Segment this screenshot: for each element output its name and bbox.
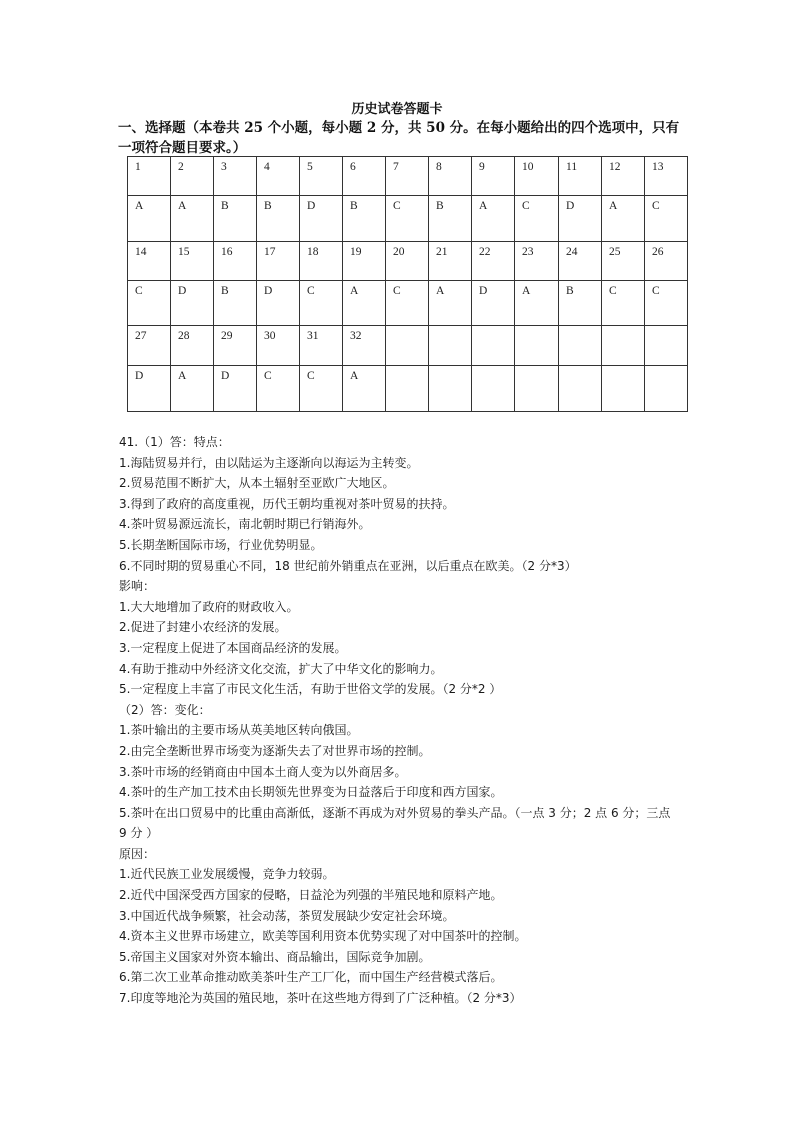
answer-cell: A: [171, 365, 214, 412]
answer-row: [128, 196, 688, 241]
answer-cell: A: [515, 280, 559, 325]
question-number-cell: [645, 326, 688, 365]
feature-item: 4.茶叶贸易源远流长，南北朝时期已行销海外。: [119, 517, 371, 532]
feature-item: 6.不同时期的贸易重心不同，18 世纪前外销重点在亚洲，以后重点在欧美。（2 分*3）: [119, 558, 577, 573]
answer-cell: [645, 365, 688, 412]
answer-cell: B: [214, 280, 257, 325]
page-title: 历史试卷答题卡: [351, 102, 443, 117]
answer-cell: D: [257, 280, 300, 325]
question-number-cell: 1: [128, 157, 171, 196]
answer-cell: [559, 365, 602, 412]
change-item: 2.由完全垄断世界市场变为逐渐失去了对世界市场的控制。: [119, 743, 431, 758]
question-number-cell: 13: [645, 157, 688, 196]
impact-item: 3.一定程度上促进了本国商品经济的发展。: [119, 640, 347, 655]
question-number-cell: 23: [515, 241, 559, 280]
reason-item: 2.近代中国深受西方国家的侵略，日益沦为列强的半殖民地和原料产地。: [119, 888, 503, 903]
question-number-cell: 18: [300, 241, 343, 280]
question-number-cell: 17: [257, 241, 300, 280]
reason-item: 6.第二次工业革命推动欧美茶叶生产工厂化，而中国生产经营模式落后。: [119, 970, 503, 985]
answer-cell: [602, 365, 645, 412]
reason-item: 5.帝国主义国家对外资本输出、商品输出，国际竞争加剧。: [119, 949, 431, 964]
answer-cell: [472, 365, 515, 412]
question-number-cell: 9: [472, 157, 515, 196]
reason-item: 1.近代民族工业发展缓慢，竞争力较弱。: [119, 867, 335, 882]
answer-cell: C: [386, 196, 429, 241]
answer-cell: A: [343, 365, 386, 412]
question-number-cell: 28: [171, 326, 214, 365]
question-number-row: [128, 241, 688, 280]
feature-item: 3.得到了政府的高度重视，历代王朝均重视对茶叶贸易的扶持。: [119, 496, 455, 511]
answer-cell: D: [214, 365, 257, 412]
question-number-cell: 2: [171, 157, 214, 196]
answer-cell: A: [472, 196, 515, 241]
section-heading: 一、选择题（本卷共 25 个小题，每小题 2 分，共 50 分。在每小题给出的四个选项中，只有一项符合题目要求。）: [118, 120, 680, 156]
answer-cell: D: [472, 280, 515, 325]
question-number-row: [128, 326, 688, 365]
question-number-cell: 5: [300, 157, 343, 196]
answer-cell: B: [343, 196, 386, 241]
answer-cell: C: [257, 365, 300, 412]
answer-cell: D: [559, 196, 602, 241]
impact-item: 5.一定程度上丰富了市民文化生活，有助于世俗文学的发展。（2 分*2 ）: [119, 682, 502, 697]
question-number-cell: 6: [343, 157, 386, 196]
question-number-cell: 25: [602, 241, 645, 280]
reason-item: 7.印度等地沦为英国的殖民地，茶叶在这些地方得到了广泛种植。（2 分*3）: [119, 991, 522, 1006]
answer-cell: A: [343, 280, 386, 325]
question-number-cell: [386, 326, 429, 365]
answer-cell: D: [300, 196, 343, 241]
question-number-cell: [429, 326, 472, 365]
change-item: 5.茶叶在出口贸易中的比重由高渐低，逐渐不再成为对外贸易的拳头产品。（一点 3 分；2 点 6 分；三点 9 分 ）: [119, 805, 671, 841]
question-number-cell: 22: [472, 241, 515, 280]
answer-cell: A: [429, 280, 472, 325]
question-number-cell: 10: [515, 157, 559, 196]
question-number-cell: 30: [257, 326, 300, 365]
feature-item: 1.海陆贸易并行，由以陆运为主逐渐向以海运为主转变。: [119, 455, 419, 470]
question-number-cell: [559, 326, 602, 365]
answer-cell: C: [300, 365, 343, 412]
feature-item: 5.长期垄断国际市场，行业优势明显。: [119, 537, 323, 552]
answer-cell: C: [645, 280, 688, 325]
question-number-cell: 11: [559, 157, 602, 196]
question-number-cell: 8: [429, 157, 472, 196]
answer-cell: C: [515, 196, 559, 241]
answer-cell: A: [602, 196, 645, 241]
change-item: 3.茶叶市场的经销商由中国本土商人变为以外商居多。: [119, 764, 407, 779]
question-number-cell: 14: [128, 241, 171, 280]
question-number-cell: 3: [214, 157, 257, 196]
answer-cell: B: [257, 196, 300, 241]
question-number-cell: 31: [300, 326, 343, 365]
question-number-cell: [472, 326, 515, 365]
answer-row: [128, 365, 688, 412]
question-number-cell: 27: [128, 326, 171, 365]
answer-cell: B: [214, 196, 257, 241]
answer-cell: C: [602, 280, 645, 325]
reason-item: 3.中国近代战争频繁，社会动荡，茶贸发展缺少安定社会环境。: [119, 908, 455, 923]
answer-cell: B: [429, 196, 472, 241]
question-number-cell: 32: [343, 326, 386, 365]
part2-label: （2）答：变化：: [119, 702, 211, 717]
answer-cell: B: [559, 280, 602, 325]
answer-cell: [429, 365, 472, 412]
question-number-cell: 16: [214, 241, 257, 280]
change-item: 4.茶叶的生产加工技术由长期领先世界变为日益落后于印度和西方国家。: [119, 785, 503, 800]
question-number-cell: 21: [429, 241, 472, 280]
answer-cell: A: [171, 196, 214, 241]
answer-row: [128, 280, 688, 325]
question-number-cell: 19: [343, 241, 386, 280]
impact-item: 1.大大地增加了政府的财政收入。: [119, 599, 299, 614]
part1-label: 41.（1）答：特点：: [119, 435, 230, 449]
answer-cell: D: [128, 365, 171, 412]
question-number-cell: 26: [645, 241, 688, 280]
question-number-cell: 4: [257, 157, 300, 196]
question-number-cell: 29: [214, 326, 257, 365]
question-41-answer: [119, 432, 679, 1009]
question-number-cell: 7: [386, 157, 429, 196]
answer-cell: C: [645, 196, 688, 241]
answer-cell: C: [386, 280, 429, 325]
impact-label: 影响：: [119, 579, 156, 594]
impact-item: 2.促进了封建小农经济的发展。: [119, 620, 287, 635]
feature-item: 2.贸易范围不断扩大，从本土辐射至亚欧广大地区。: [119, 476, 395, 491]
answer-cell: C: [128, 280, 171, 325]
question-number-cell: 20: [386, 241, 429, 280]
answer-cell: A: [128, 196, 171, 241]
answer-cell: C: [300, 280, 343, 325]
answer-table: [127, 156, 688, 412]
question-number-cell: [602, 326, 645, 365]
answer-cell: [386, 365, 429, 412]
question-number-cell: 15: [171, 241, 214, 280]
change-item: 1.茶叶输出的主要市场从英美地区转向俄国。: [119, 723, 359, 738]
question-number-cell: 24: [559, 241, 602, 280]
answer-cell: [515, 365, 559, 412]
answer-cell: D: [171, 280, 214, 325]
question-number-cell: 12: [602, 157, 645, 196]
question-number-row: [128, 157, 688, 196]
question-number-cell: [515, 326, 559, 365]
reason-item: 4.资本主义世界市场建立，欧美等国利用资本优势实现了对中国茶叶的控制。: [119, 929, 527, 944]
impact-item: 4.有助于推动中外经济文化交流，扩大了中华文化的影响力。: [119, 661, 443, 676]
reason-label: 原因：: [119, 846, 156, 861]
